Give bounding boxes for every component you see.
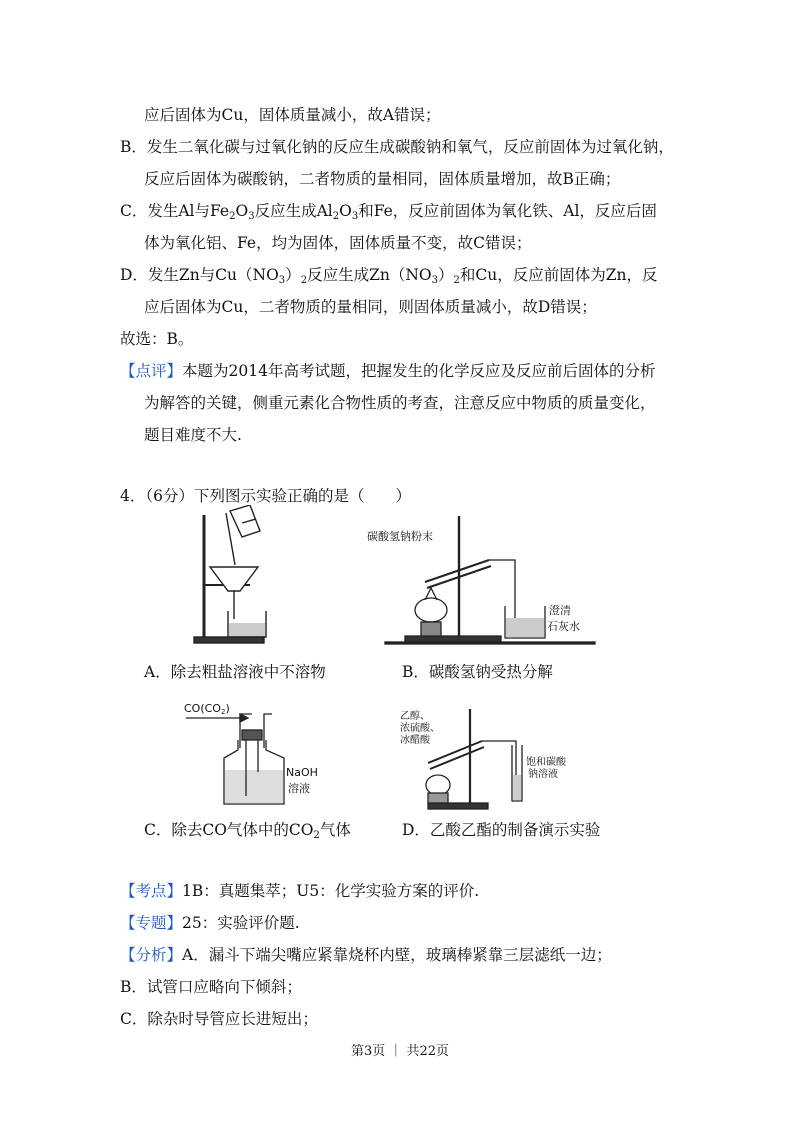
review-tag: 【点评】	[120, 362, 183, 380]
zhuanti-tag: 【专题】	[120, 914, 183, 932]
label-limewater-2: 石灰水	[547, 620, 580, 633]
analysis-b: B．试管口应略向下倾斜；	[120, 978, 302, 996]
label-naoh-solution: 溶液	[288, 782, 310, 795]
label-co-co2: CO(CO2)	[184, 702, 230, 716]
text-line-2: B．发生二氧化碳与过氧化钠的反应生成碳酸钠和氧气，反应前固体为过氧化钠，	[120, 138, 674, 156]
text-line-1: 应后固体为Cu，固体质量减小，故A错误；	[144, 106, 441, 124]
label-limewater-1: 澄清	[549, 604, 571, 617]
text-line-8: 故选：B。	[120, 330, 194, 348]
label-nahco3-powder: 碳酸氢钠粉末	[367, 530, 433, 543]
text-line-6: D．发生Zn与$Cu(NO_3)_2$反应生成$Zn(NO_3)_2$和Cu，反应前固体为Zn，反	[120, 266, 658, 286]
text-line-4: C．发生Al与$Fe_2O_3$反应生成$Al_2O_3$和Fe，反应前固体为氧化铁、Al，反应后固	[120, 202, 657, 222]
fenxi-line: 【分析】A．漏斗下端尖嘴应紧靠烧杯内壁，玻璃棒紧靠三层滤纸一边；	[120, 946, 612, 964]
caption-d: D．乙酸乙酯的制备演示实验	[402, 821, 601, 839]
label-saturated-na2co3-1: 饱和碳酸	[526, 757, 566, 768]
text-line-10: 为解答的关键，侧重元素化合物性质的考查，注意反应中物质的质量变化，	[144, 394, 656, 412]
label-saturated-na2co3-2: 钠溶液	[528, 769, 558, 780]
zhuanti-line: 【专题】25：实验评价题.	[120, 914, 300, 932]
page-footer: 第3页 ｜ 共22页	[350, 1044, 450, 1059]
label-h2so4: 浓硫酸、	[400, 723, 440, 734]
text-line-7: 应后固体为Cu，二者物质的量相同，则固体质量减小，故D错误；	[144, 298, 597, 316]
text-line-3: 反应后固体为碳酸钠，二者物质的量相同，固体质量增加，故B正确；	[144, 170, 621, 188]
analysis-c: C．除杂时导管应长进短出；	[120, 1010, 318, 1028]
caption-a: A．除去粗盐溶液中不溶物	[144, 663, 326, 681]
text-line-5: 体为氧化铝、Fe，均为固体，固体质量不变，故C错误；	[144, 234, 532, 252]
fenxi-tag: 【分析】	[120, 946, 183, 964]
figure-ethyl-acetate	[398, 705, 578, 815]
figure-filtration	[190, 505, 290, 650]
caption-b: B．碳酸氢钠受热分解	[402, 663, 553, 681]
kaodian-line: 【考点】1B：真题集萃；U5：化学实验方案的评价.	[120, 882, 480, 900]
label-naoh: NaOH	[286, 766, 318, 779]
figure-gas-washing	[180, 700, 330, 810]
figure-heating-nahco3	[365, 510, 605, 650]
label-ethanol: 乙醇、	[400, 711, 430, 722]
question-stem: 4．（6分）下列图示实验正确的是（ ）	[120, 487, 411, 505]
label-acetic-acid: 冰醋酸	[400, 735, 430, 746]
review-line: 【点评】本题为2014年高考试题，把握发生的化学反应及反应前后固体的分析	[120, 362, 656, 380]
kaodian-tag: 【考点】	[120, 882, 183, 900]
text-line-11: 题目难度不大.	[144, 426, 242, 444]
caption-c: C．除去CO气体中的$CO_2$气体	[144, 821, 351, 841]
